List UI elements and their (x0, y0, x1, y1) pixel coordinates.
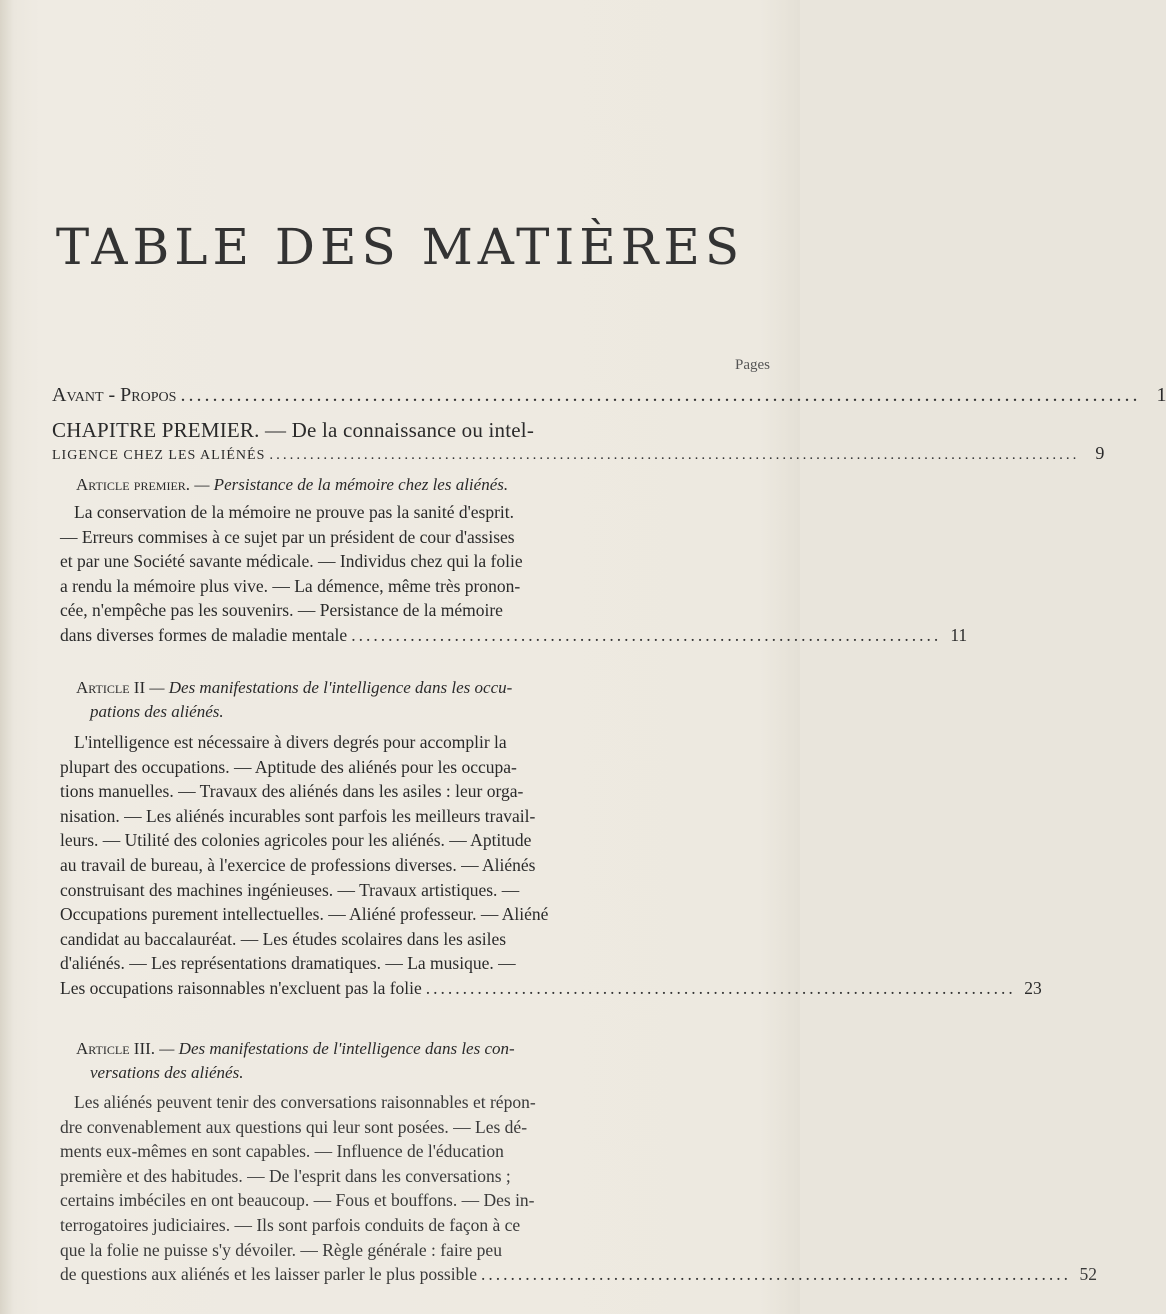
article1-summary (60, 500, 968, 648)
avant-propos-page: 1 (1156, 384, 1166, 406)
article3-title-line1: — Des manifestations de l'intelligence dans les con- (159, 1039, 515, 1058)
article3-label: Article III. (76, 1039, 156, 1058)
article3-line: dre convenablement aux questions qui leur sont posées. — Les dé- (60, 1116, 528, 1137)
article3-last-text: de questions aux aliénés et les laisser parler le plus possible (60, 1264, 477, 1285)
article2-line: d'aliénés. — Les représentations dramatiques. — La musique. — (60, 953, 516, 974)
article2-title-line1: — Des manifestations de l'intelligence dans les occu- (149, 678, 513, 697)
article1-last-text: dans diverses formes de maladie mentale (60, 624, 348, 645)
article2-heading[interactable] (76, 676, 772, 724)
article2-line: au travail de bureau, à l'exercice de professions diverses. — Aliénés (60, 854, 536, 875)
chapter1-subtitle: LIGENCE CHEZ LES ALIÉNÉS (52, 448, 266, 463)
article3-heading[interactable] (76, 1037, 772, 1085)
leader-dots: ................................................................................ (351, 624, 942, 645)
article2-line: leurs. — Utilité des colonies agricoles pour les aliénés. — Aptitude (60, 830, 532, 851)
page-title: TABLE DES MATIÈRES (55, 218, 745, 276)
article1-line: a rendu la mémoire plus vive. — La démence, même très pronon- (60, 575, 521, 596)
toc-entry-avant-propos[interactable] (52, 384, 1166, 407)
article3-summary (60, 1090, 1097, 1287)
article1-label: Article premier. (76, 475, 191, 494)
article2-summary (60, 730, 1042, 1001)
leader-dots: ........................................................................................................................ (180, 384, 1141, 406)
article3-line: Les aliénés peuvent tenir des conversations raisonnables et répon- (74, 1092, 536, 1112)
toc-entry-chapter1-line2[interactable] (52, 443, 1106, 464)
leader-dots: ................................................................................ (425, 977, 1016, 998)
article1-last-line (60, 623, 968, 648)
article3-page: 52 (1079, 1264, 1097, 1285)
article2-line: L'intelligence est nécessaire à divers degrés pour accomplir la (74, 732, 507, 752)
article3-title-line2: versations des aliénés. (90, 1063, 244, 1082)
chapter1-page: 9 (1095, 443, 1106, 463)
article2-line: tions manuelles. — Travaux des aliénés dans les asiles : leur orga- (60, 781, 524, 802)
article3-line: certains imbéciles en ont beaucoup. — Fous et bouffons. — Des in- (60, 1190, 535, 1211)
article1-line: La conservation de la mémoire ne prouve pas la sanité d'esprit. (74, 502, 515, 522)
article1-heading[interactable] (76, 473, 772, 497)
article1-page: 11 (950, 624, 968, 645)
article2-line: Occupations purement intellectuelles. — Aliéné professeur. — Aliéné (60, 904, 549, 925)
toc-entry-chapter1-line1[interactable]: CHAPITRE PREMIER. — De la connaissance ou intel- (52, 418, 535, 442)
avant-propos-label: Avant - Propos (52, 384, 177, 406)
article2-line: candidat au baccalauréat. — Les études scolaires dans les asiles (60, 928, 507, 949)
leader-dots: ........................................................................................................................ (269, 447, 1080, 463)
article3-line: première et des habitudes. — De l'esprit dans les conversations ; (60, 1165, 511, 1186)
article1-line: et par une Société savante médicale. — Individus chez qui la folie (60, 551, 523, 572)
article2-line: plupart des occupations. — Aptitude des aliénés pour les occupa- (60, 756, 517, 777)
article3-last-line (60, 1262, 1097, 1287)
article1-line: — Erreurs commises à ce sujet par un président de cour d'assises (60, 526, 515, 547)
article2-last-line (60, 976, 1042, 1001)
article1-title: — Persistance de la mémoire chez les aliénés. (194, 475, 509, 494)
article2-last-text: Les occupations raisonnables n'excluent pas la folie (60, 977, 422, 998)
article3-line: terrogatoires judiciaires. — Ils sont parfois conduits de façon à ce (60, 1214, 521, 1235)
article2-line: nisation. — Les aliénés incurables sont parfois les meilleurs travail- (60, 805, 536, 826)
leader-dots: ................................................................................ (480, 1264, 1071, 1285)
article2-label: Article II (76, 678, 146, 697)
pages-column-label: Pages (735, 357, 770, 373)
article2-page: 23 (1024, 977, 1042, 998)
article2-title-line2: pations des aliénés. (90, 702, 224, 721)
article3-line: que la folie ne puisse s'y dévoiler. — Règle générale : faire peu (60, 1239, 502, 1260)
article3-line: ments eux-mêmes en sont capables. — Influence de l'éducation (60, 1141, 504, 1162)
article1-line: cée, n'empêche pas les souvenirs. — Persistance de la mémoire (60, 600, 503, 621)
article2-line: construisant des machines ingénieuses. — Travaux artistiques. — (60, 879, 520, 900)
